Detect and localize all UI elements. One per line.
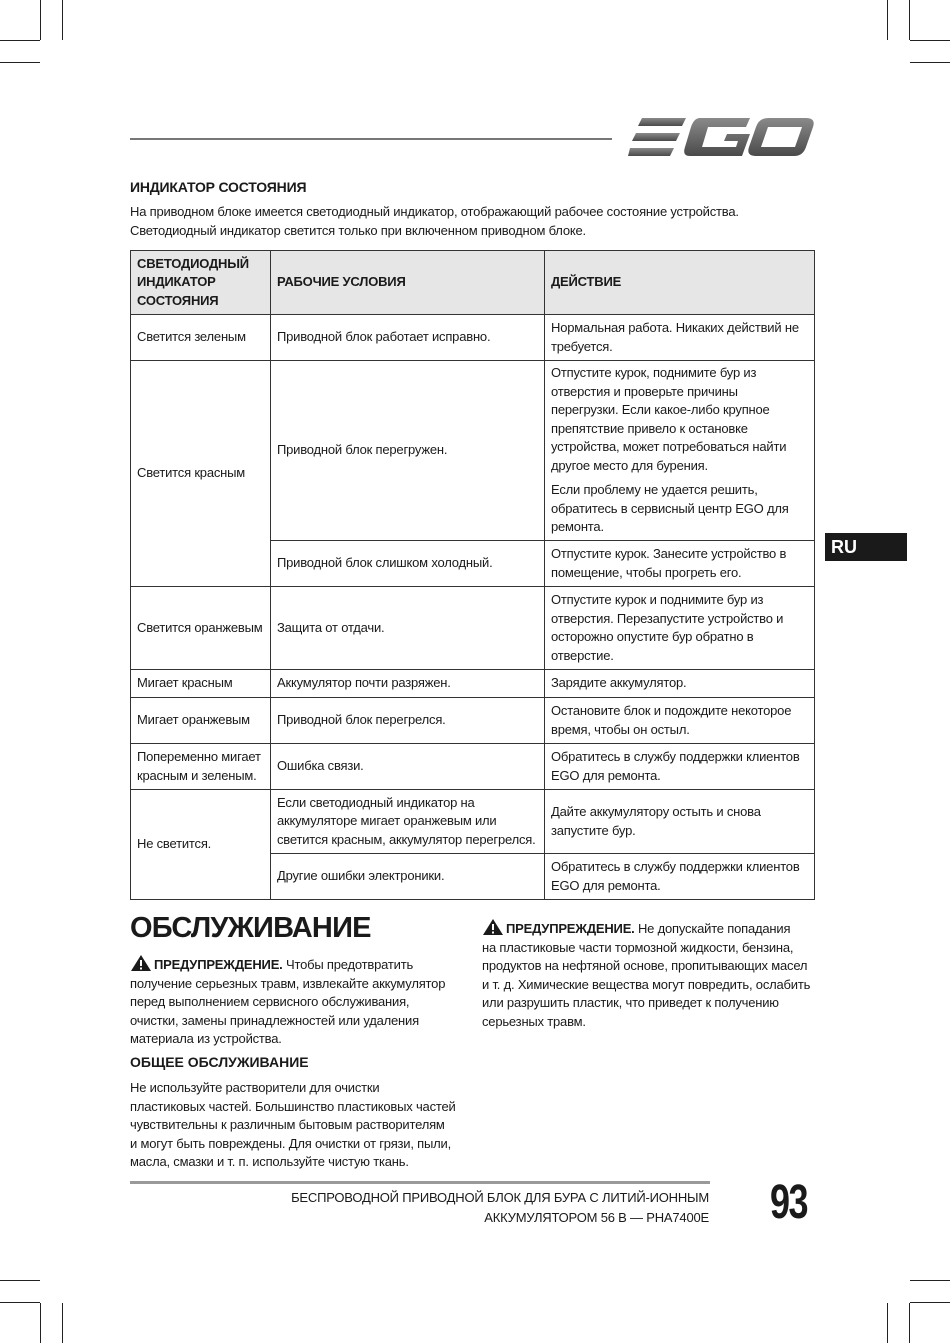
condition-cell: Приводной блок слишком холодный. — [271, 541, 545, 587]
warning-text: Не допускайте попадания — [634, 921, 791, 936]
table-row — [131, 670, 815, 698]
action-cell: Обратитесь в службу поддержки клиентов EGO для ремонта. — [545, 744, 815, 790]
warning-block — [482, 918, 810, 1031]
crop-mark — [910, 1302, 950, 1303]
crop-mark — [40, 1303, 41, 1343]
intro-line: На приводном блоке имеется светодиодный индикатор, отображающий рабочее состояние устройства. — [130, 204, 739, 219]
table-row — [131, 790, 815, 854]
page-number: 93 — [770, 1176, 808, 1229]
action-cell: Отпустите курок. Занесите устройство в помещение, чтобы прогреть его. — [545, 541, 815, 587]
action-text: Если проблему не удается решить, обратитесь в сервисный центр EGO для ремонта. — [551, 482, 789, 535]
general-line: чувствительны к различным бытовым растворителям — [130, 1117, 445, 1132]
action-cell: Дайте аккумулятору остыть и снова запустите бур. — [545, 790, 815, 854]
condition-cell: Приводной блок работает исправно. — [271, 315, 545, 361]
footer-title — [291, 1188, 709, 1228]
warning-line: материала из устройства. — [130, 1031, 282, 1046]
warning-line: или разрушить пластик, что приведет к получению — [482, 995, 779, 1010]
general-line: Не используйте растворители для очистки — [130, 1080, 380, 1095]
language-tab: RU — [825, 533, 907, 561]
crop-mark — [910, 1280, 950, 1281]
table-row — [131, 315, 815, 361]
warning-text: Чтобы предотвратить — [282, 957, 414, 972]
crop-mark — [40, 0, 41, 40]
indicator-cell: Мигает красным — [131, 670, 271, 698]
warning-line: получение серьезных травм, извлекайте аккумулятор — [130, 975, 446, 991]
table-row — [131, 744, 815, 790]
general-line: пластиковых частей. Большинство пластиковых частей — [130, 1098, 456, 1114]
table-row — [131, 587, 815, 670]
maintenance-heading: ОБСЛУЖИВАНИЕ — [130, 912, 371, 944]
header-rule — [130, 138, 612, 140]
action-cell: Отпустите курок и поднимите бур из отверстия. Перезапустите устройство и осторожно опустите бур обратно в отверстие. — [545, 587, 815, 670]
action-cell: Обратитесь в службу поддержки клиентов EGO для ремонта. — [545, 854, 815, 900]
crop-mark — [909, 1303, 910, 1343]
warning-line: на пластиковые части тормозной жидкости, бензина, — [482, 939, 794, 955]
warning-line: и т. д. Химические вещества могут повредить, ослабить — [482, 976, 811, 992]
header-indicator: СВЕТОДИОДНЫЙ ИНДИКАТОР СОСТОЯНИЯ — [131, 251, 271, 315]
status-section-title: ИНДИКАТОР СОСТОЯНИЯ — [130, 179, 307, 195]
warning-icon — [130, 954, 152, 972]
table-row — [131, 698, 815, 744]
crop-mark — [909, 0, 910, 40]
warning-block — [130, 954, 445, 1049]
crop-mark — [910, 62, 950, 63]
crop-mark — [0, 1302, 40, 1303]
condition-cell: Если светодиодный индикатор на аккумуляторе мигает оранжевым или светится красным, аккумулятор перегрелся. — [271, 790, 545, 854]
indicator-cell: Светится оранжевым — [131, 587, 271, 670]
ego-logo — [628, 116, 814, 158]
status-table — [130, 250, 815, 900]
table-row — [131, 361, 815, 541]
crop-mark — [0, 62, 40, 63]
crop-mark — [62, 0, 63, 40]
general-maintenance-text — [130, 1079, 456, 1172]
header-action: ДЕЙСТВИЕ — [545, 251, 815, 315]
warning-line: перед выполнением сервисного обслуживания, — [130, 994, 410, 1009]
condition-cell: Приводной блок перегрелся. — [271, 698, 545, 744]
footer-line: БЕСПРОВОДНОЙ ПРИВОДНОЙ БЛОК ДЛЯ БУРА С ЛИТИЙ-ИОННЫМ — [291, 1190, 709, 1205]
indicator-cell: Попеременно мигает красным и зеленым. — [131, 744, 271, 790]
crop-mark — [887, 1303, 888, 1343]
action-cell — [545, 361, 815, 541]
action-cell: Нормальная работа. Никаких действий не требуется. — [545, 315, 815, 361]
warning-icon — [482, 918, 504, 936]
warning-line: серьезных травм. — [482, 1013, 586, 1029]
status-intro — [130, 203, 739, 240]
condition-cell: Ошибка связи. — [271, 744, 545, 790]
general-line: и могут быть повреждены. Для очистки от грязи, пыли, — [130, 1135, 452, 1151]
crop-mark — [887, 0, 888, 40]
general-line: масла, смазки и т. п. используйте чистую ткань. — [130, 1154, 409, 1169]
action-text: Отпустите курок, поднимите бур из отверстия и проверьте причины перегрузки. Если какое-либо крупное препятствие привело к остановке устройства, может потребоваться найти другое место для бурения. — [551, 365, 787, 473]
footer-rule — [130, 1181, 710, 1184]
indicator-cell: Не светится. — [131, 790, 271, 900]
warning-label: ПРЕДУПРЕЖДЕНИЕ. — [154, 957, 283, 972]
footer-line: АККУМУЛЯТОРОМ 56 В — PHA7400E — [484, 1210, 709, 1225]
condition-cell: Защита от отдачи. — [271, 587, 545, 670]
indicator-cell: Мигает оранжевым — [131, 698, 271, 744]
general-maintenance-heading: ОБЩЕЕ ОБСЛУЖИВАНИЕ — [130, 1054, 309, 1070]
crop-mark — [0, 1280, 40, 1281]
crop-mark — [910, 40, 950, 41]
crop-mark — [62, 1303, 63, 1343]
indicator-cell: Светится зеленым — [131, 315, 271, 361]
warning-label: ПРЕДУПРЕЖДЕНИЕ. — [506, 921, 635, 936]
warning-line: очистки, замены принадлежностей или удаления — [130, 1012, 419, 1028]
crop-mark — [0, 40, 40, 41]
indicator-cell: Светится красным — [131, 361, 271, 587]
condition-cell: Другие ошибки электроники. — [271, 854, 545, 900]
intro-line: Светодиодный индикатор светится только при включенном приводном блоке. — [130, 222, 586, 238]
header-condition: РАБОЧИЕ УСЛОВИЯ — [271, 251, 545, 315]
condition-cell: Аккумулятор почти разряжен. — [271, 670, 545, 698]
warning-line: продуктов на нефтяной основе, пропитывающих масел — [482, 958, 808, 973]
table-header-row — [131, 251, 815, 315]
condition-cell: Приводной блок перегружен. — [271, 361, 545, 541]
action-cell: Остановите блок и подождите некоторое время, чтобы он остыл. — [545, 698, 815, 744]
action-cell: Зарядите аккумулятор. — [545, 670, 815, 698]
